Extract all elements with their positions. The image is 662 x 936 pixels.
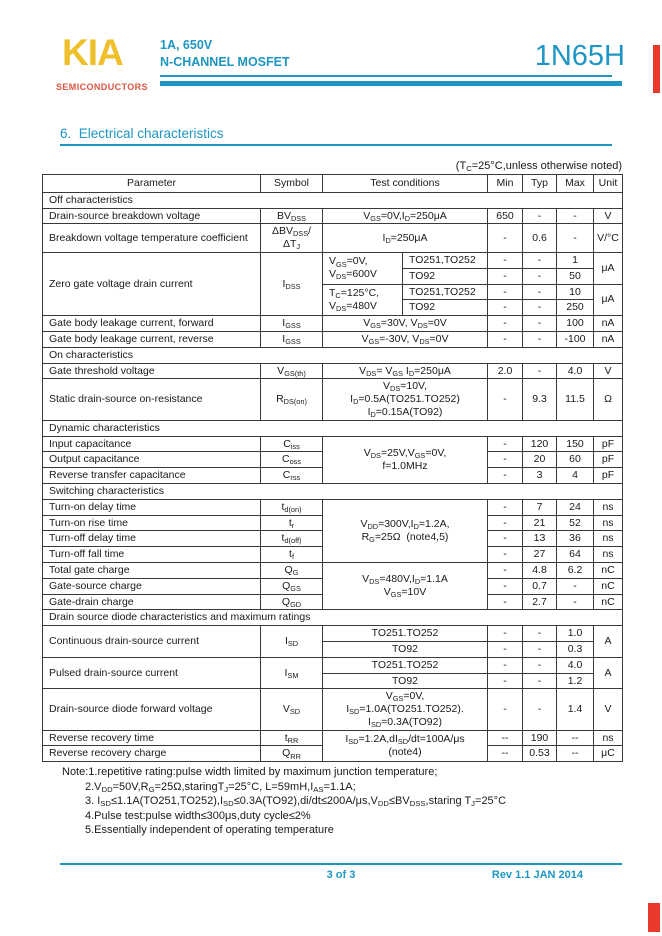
table-cell: --: [488, 730, 523, 746]
table-cell: pF: [594, 468, 623, 484]
table-cell: 20: [523, 452, 557, 468]
table-cell: $V_{DS}=10V$, $I_D=0.5A(TO251.TO252)$ $I_D=0.15A(TO92)$: [323, 379, 488, 420]
table-cell: Drain-source breakdown voltage: [43, 208, 261, 224]
note-line: 5.Essentially independent of operating temperature: [85, 824, 334, 837]
table-cell: -: [488, 331, 523, 347]
table-cell: -: [488, 547, 523, 563]
table-cell: $V_{DS}= V_{GS}$ $I_D=250\mu A$: [323, 363, 488, 379]
table-cell: $Q_{RR}$: [261, 746, 323, 762]
table-cell: 4.0: [557, 657, 594, 673]
table-cell: $t_{RR}$: [261, 730, 323, 746]
table-cell: $I_{DSS}$: [261, 252, 323, 315]
table-section-row: [43, 192, 623, 208]
note-line: 4.Pulse test:pulse width≤300μs,duty cycle≤2%: [85, 809, 311, 822]
page-number: 3 of 3: [326, 869, 356, 881]
column-header: Test conditions: [323, 175, 488, 193]
table-cell: $V_{DS}=25V,V_{GS}=0V$, f=1.0MHz: [323, 436, 488, 483]
table-cell: -: [488, 641, 523, 657]
table-cell: TO92: [323, 641, 488, 657]
note-line: Note:1.repetitive rating:pulse width limited by maximum junction temperature;: [62, 766, 438, 779]
table-cell: nA: [594, 331, 623, 347]
table-cell: -: [488, 531, 523, 547]
table-cell: -: [488, 673, 523, 689]
table-cell: 250: [557, 300, 594, 316]
table-cell: 60: [557, 452, 594, 468]
table-cell: Gate-drain charge: [43, 594, 261, 610]
table-cell: $R_{DS(on)}$: [261, 379, 323, 420]
table-cell: Zero gate voltage drain current: [43, 252, 261, 315]
table-cell: Reverse recovery time: [43, 730, 261, 746]
device-summary: [160, 37, 290, 71]
table-cell: Ω: [594, 379, 623, 420]
table-cell: 52: [557, 515, 594, 531]
table-cell: $\Delta BV_{DSS}/\Delta T_J$: [261, 224, 323, 253]
table-cell: ns: [594, 730, 623, 746]
table-section-row: [43, 483, 623, 499]
table-cell: -: [523, 268, 557, 284]
table-section-label: Drain source diode characteristics and maximum ratings: [43, 610, 623, 626]
table-cell: -: [523, 252, 557, 268]
table-section-label: Off characteristics: [43, 192, 623, 208]
table-cell: pF: [594, 452, 623, 468]
table-cell: 1.4: [557, 689, 594, 730]
table-cell: nC: [594, 578, 623, 594]
table-row: [43, 730, 623, 746]
header-rule-thick: [160, 81, 622, 86]
table-cell: V: [594, 689, 623, 730]
table-cell: Turn-on delay time: [43, 499, 261, 515]
table-cell: 2.0: [488, 363, 523, 379]
table-row: [43, 626, 623, 642]
table-cell: 0.3: [557, 641, 594, 657]
table-cell: $I_{GSS}$: [261, 316, 323, 332]
table-section-row: [43, 420, 623, 436]
test-condition-note: ($T_C=25^\circ C,unless$ otherwise noted): [455, 160, 622, 174]
table-cell: 24: [557, 499, 594, 515]
table-cell: Drain-source diode forward voltage: [43, 689, 261, 730]
table-cell: -: [488, 436, 523, 452]
table-cell: -: [488, 499, 523, 515]
table-cell: $V_{DD}=300V,I_D=1.2A$, $R_G=25\Omega$ (note4,5): [323, 499, 488, 562]
table-row: [43, 316, 623, 332]
column-header: Max: [557, 175, 594, 193]
table-cell: -: [557, 594, 594, 610]
table-cell: V/°C: [594, 224, 623, 253]
table-section-row: [43, 347, 623, 363]
table-cell: Output capacitance: [43, 452, 261, 468]
table-cell: 0.7: [523, 578, 557, 594]
table-cell: Input capacitance: [43, 436, 261, 452]
table-cell: -: [523, 316, 557, 332]
table-row: [43, 689, 623, 730]
table-cell: Gate body leakage current, forward: [43, 316, 261, 332]
column-header: Typ: [523, 175, 557, 193]
table-cell: $t_{d(on)}$: [261, 499, 323, 515]
table-cell: nC: [594, 562, 623, 578]
table-cell: 50: [557, 268, 594, 284]
table-cell: Reverse transfer capacitance: [43, 468, 261, 484]
table-cell: V: [594, 208, 623, 224]
table-cell: $V_{GS}=30V$, $V_{DS}=0V$: [323, 316, 488, 332]
table-section-label: Switching characteristics: [43, 483, 623, 499]
table-cell: --: [557, 730, 594, 746]
table-cell: nC: [594, 594, 623, 610]
table-cell: --: [557, 746, 594, 762]
page-edge-marker-top: [653, 45, 660, 93]
table-cell: 0.6: [523, 224, 557, 253]
table-cell: $I_{SD}=1.2A,dI_{SD}/dt=100A/\mu s$ (note4): [323, 730, 488, 762]
table-cell: TO251,TO252: [403, 284, 488, 300]
table-cell: -: [523, 689, 557, 730]
table-cell: A: [594, 657, 623, 689]
table-cell: -: [488, 284, 523, 300]
column-header: Symbol: [261, 175, 323, 193]
table-section-row: [43, 610, 623, 626]
column-header: Parameter: [43, 175, 261, 193]
table-cell: -: [523, 331, 557, 347]
table-cell: 27: [523, 547, 557, 563]
table-cell: 10: [557, 284, 594, 300]
brand-logo: KIA: [62, 32, 123, 73]
table-cell: -: [488, 689, 523, 730]
table-cell: $V_{GS}=0V,I_D=250\mu A$: [323, 208, 488, 224]
table-row: [43, 331, 623, 347]
table-cell: -: [488, 594, 523, 610]
table-cell: -: [488, 626, 523, 642]
table-cell: 100: [557, 316, 594, 332]
table-cell: 9.3: [523, 379, 557, 420]
note-line: $2.V_{DD}=50V,R_G=25\Omega,staringT_J=25^\circ C$, $L=59mH,I_{AS}=1.1A$;: [85, 780, 356, 794]
table-cell: nA: [594, 316, 623, 332]
table-cell: Continuous drain-source current: [43, 626, 261, 658]
table-cell: -: [488, 224, 523, 253]
table-cell: $I_D=250\mu A$: [323, 224, 488, 253]
table-cell: 64: [557, 547, 594, 563]
section-title: 6. Electrical characteristics: [60, 126, 612, 146]
device-rating: 1A, 650V: [160, 38, 213, 52]
header-rule-thin: [160, 75, 612, 77]
table-row: [43, 208, 623, 224]
table-cell: TO251.TO252: [323, 657, 488, 673]
table-row: [43, 252, 623, 268]
table-cell: pF: [594, 436, 623, 452]
table-cell: $V_{GS(th)}$: [261, 363, 323, 379]
table-cell: TO92: [403, 268, 488, 284]
table-row: [43, 436, 623, 452]
table-cell: --: [488, 746, 523, 762]
table-row: [43, 499, 623, 515]
table-cell: Total gate charge: [43, 562, 261, 578]
table-cell: TO251.TO252: [323, 626, 488, 642]
table-cell: -: [523, 641, 557, 657]
table-cell: Pulsed drain-source current: [43, 657, 261, 689]
table-cell: V: [594, 363, 623, 379]
table-section-label: On characteristics: [43, 347, 623, 363]
table-cell: $Q_{GD}$: [261, 594, 323, 610]
table-cell: -: [523, 626, 557, 642]
table-cell: 1: [557, 252, 594, 268]
table-cell: Turn-off fall time: [43, 547, 261, 563]
table-cell: μA: [594, 284, 623, 316]
table-cell: $V_{SD}$: [261, 689, 323, 730]
table-cell: 150: [557, 436, 594, 452]
electrical-characteristics-table: [42, 174, 623, 762]
table-cell: -: [523, 363, 557, 379]
table-cell: ns: [594, 547, 623, 563]
table-cell: 13: [523, 531, 557, 547]
table-cell: 11.5: [557, 379, 594, 420]
table-section-label: Dynamic characteristics: [43, 420, 623, 436]
table-cell: -: [488, 562, 523, 578]
table-cell: $I_{GSS}$: [261, 331, 323, 347]
table-cell: $Q_{GS}$: [261, 578, 323, 594]
table-cell: Reverse recovery charge: [43, 746, 261, 762]
page-header: [0, 0, 662, 96]
table-cell: $V_{GS}=0V$, $I_{SD}=1.0A(TO251.TO252)$. $I_{SD}=0.3A(TO92)$: [323, 689, 488, 730]
table-cell: ns: [594, 515, 623, 531]
table-cell: $C_{oss}$: [261, 452, 323, 468]
table-cell: Gate threshold voltage: [43, 363, 261, 379]
table-cell: Static drain-source on-resistance: [43, 379, 261, 420]
table-cell: 4: [557, 468, 594, 484]
device-type: N-CHANNEL MOSFET: [160, 55, 290, 69]
table-cell: 2.7: [523, 594, 557, 610]
table-cell: $I_{SD}$: [261, 626, 323, 658]
table-cell: -: [488, 657, 523, 673]
revision-label: Rev 1.1 JAN 2014: [491, 869, 583, 881]
table-cell: $C_{rss}$: [261, 468, 323, 484]
table-cell: $V_{GS}=0V$, $V_{DS}=600V$: [323, 252, 403, 284]
table-cell: -: [488, 316, 523, 332]
table-cell: -: [488, 252, 523, 268]
table-cell: -: [488, 515, 523, 531]
table-cell: -: [523, 657, 557, 673]
table-cell: -: [557, 208, 594, 224]
table-cell: 1.2: [557, 673, 594, 689]
table-cell: 6.2: [557, 562, 594, 578]
table-row: [43, 175, 623, 193]
table-cell: μC: [594, 746, 623, 762]
table-cell: -: [557, 224, 594, 253]
column-header: Min: [488, 175, 523, 193]
table-cell: $V_{GS}=-30V$, $V_{DS}=0V$: [323, 331, 488, 347]
table-cell: -: [488, 300, 523, 316]
note-line: 3. $I_{SD}\le 1.1A(TO251,TO252),I_{SD}\le 0.3A(TO92),di/dt\le 200A/\mu s,V_{DD}\le BV_{DSS},staring$ $T_J=25^\circ C$: [85, 795, 507, 809]
table-cell: 650: [488, 208, 523, 224]
table-cell: -: [488, 268, 523, 284]
table-cell: 190: [523, 730, 557, 746]
table-cell: 120: [523, 436, 557, 452]
table-cell: -: [523, 208, 557, 224]
brand-tagline: SEMICONDUCTORS: [56, 82, 148, 92]
table-cell: 36: [557, 531, 594, 547]
table-cell: TO251,TO252: [403, 252, 488, 268]
table-cell: 21: [523, 515, 557, 531]
table-row: [43, 224, 623, 253]
table-cell: -: [523, 673, 557, 689]
table-cell: 4.0: [557, 363, 594, 379]
table-row: [43, 379, 623, 420]
table-cell: -: [488, 452, 523, 468]
table-cell: -100: [557, 331, 594, 347]
table-cell: $I_{SM}$: [261, 657, 323, 689]
table-cell: -: [523, 284, 557, 300]
table-cell: 4.8: [523, 562, 557, 578]
table-cell: ns: [594, 499, 623, 515]
table-cell: -: [523, 300, 557, 316]
table-cell: Gate-source charge: [43, 578, 261, 594]
table-cell: 3: [523, 468, 557, 484]
table-cell: $t_r$: [261, 515, 323, 531]
table-cell: -: [488, 578, 523, 594]
table-cell: Gate body leakage current, reverse: [43, 331, 261, 347]
table-cell: $C_{iss}$: [261, 436, 323, 452]
column-header: Unit: [594, 175, 623, 193]
table-cell: TO92: [323, 673, 488, 689]
table-cell: $t_{d(off)}$: [261, 531, 323, 547]
table-cell: -: [488, 468, 523, 484]
page-edge-marker-bottom: [648, 903, 660, 932]
table-cell: $BV_{DSS}$: [261, 208, 323, 224]
table-cell: Breakdown voltage temperature coefficient: [43, 224, 261, 253]
notes: [62, 765, 662, 838]
table-cell: TO92: [403, 300, 488, 316]
table-cell: $t_f$: [261, 547, 323, 563]
table-cell: A: [594, 626, 623, 658]
table-cell: -: [488, 379, 523, 420]
table-cell: Turn-on rise time: [43, 515, 261, 531]
table-cell: 1.0: [557, 626, 594, 642]
table-cell: Turn-off delay time: [43, 531, 261, 547]
table-cell: 0.53: [523, 746, 557, 762]
table-cell: ns: [594, 531, 623, 547]
table-cell: $T_C=125^\circ C$, $V_{DS}=480V$: [323, 284, 403, 316]
table-row: [43, 562, 623, 578]
table-row: [43, 657, 623, 673]
table-cell: $V_{DS}=480V,I_D=1.1A$ $V_{GS}=10V$: [323, 562, 488, 609]
table-row: [43, 363, 623, 379]
table-cell: μA: [594, 252, 623, 284]
table-cell: -: [557, 578, 594, 594]
table-cell: 7: [523, 499, 557, 515]
part-number: 1N65H: [534, 40, 625, 72]
page-footer: [60, 863, 622, 881]
table-cell: $Q_G$: [261, 562, 323, 578]
